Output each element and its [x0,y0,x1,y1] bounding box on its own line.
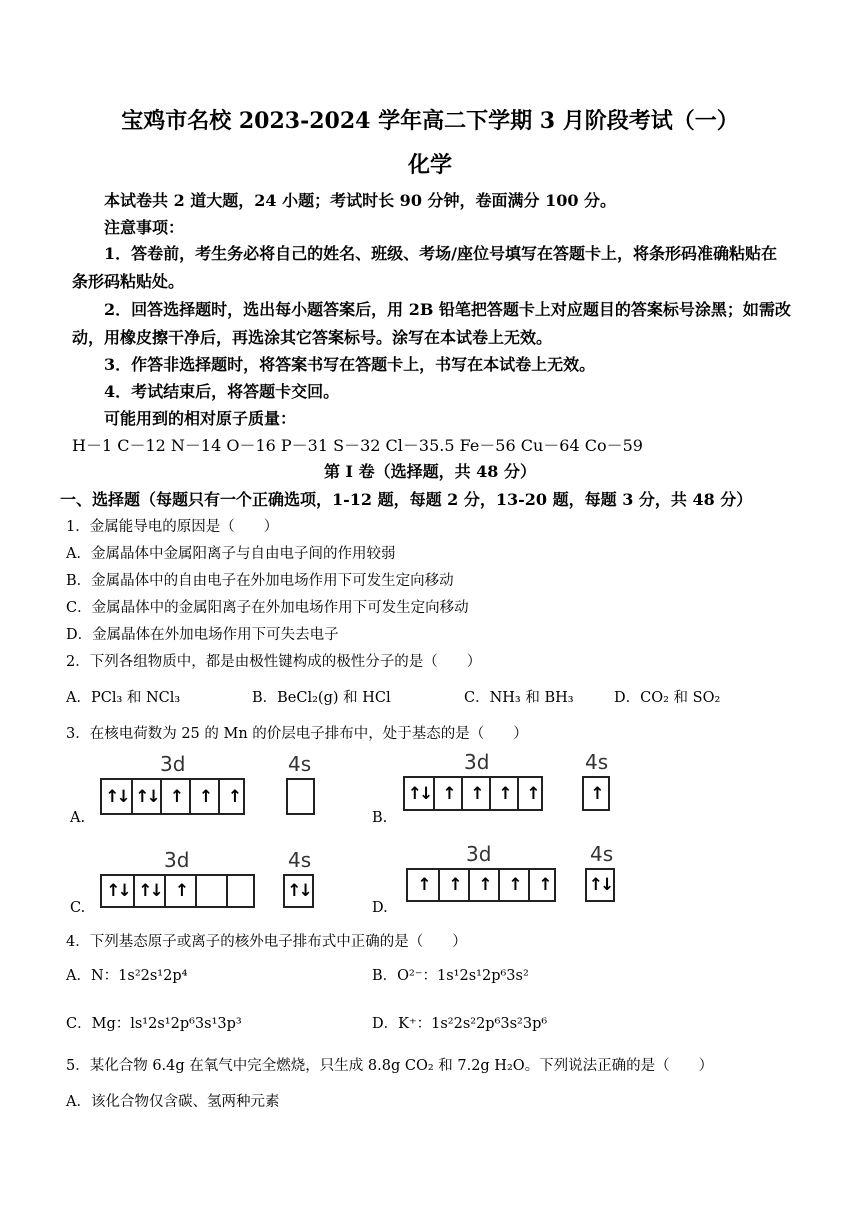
orbital-3d-cell: ↑ [160,780,189,813]
volume-heading: 第 I 卷（选择题，共 48 分） [323,462,537,481]
q5-option-a: A．该化合物仅含碳、氢两种元素 [66,1094,280,1110]
notice-item-1: 1．答卷前，考生务必将自己的姓名、班级、考场/座位号填写在答题卡上，将条形码准确粘贴在条形码粘贴处。 [72,244,777,291]
orbital-3d-cell: ↑↓ [105,786,128,807]
exam-summary: 本试卷共 2 道大题，24 小题；考试时长 90 分钟，卷面满分 100 分。 [104,191,617,210]
q1-option-d: D．金属晶体在外加电场作用下可失去电子 [66,627,339,643]
q3-option-letter: D. [372,900,388,916]
q1-option-c: C．金属晶体中的金属阳离子在外加电场作用下可发生定向移动 [66,600,469,616]
orbital-3d-cell: ↑ [189,780,218,813]
orbital-3d-cell: ↑↓ [133,876,164,906]
q4-option-b: B．O²⁻：1s¹2s¹2p⁶3s² [372,968,529,984]
orbital-4s-box [286,778,315,815]
orbital-3d-label: 3d [160,752,186,776]
section-heading: 一、选择题（每题只有一个正确选项，1-12 题，每题 2 分，13-20 题，每题 3 分，共 48 分） [60,490,753,509]
orbital-3d-cell: ↑↓ [407,783,431,804]
orbital-4s-label: 4s [288,848,312,872]
q1-stem: 1．金属能导电的原因是（ ） [66,519,279,535]
orbital-3d-cell: ↑ [517,778,545,809]
orbital-3d-cell: ↑ [164,876,195,906]
q3-stem: 3．在核电荷数为 25 的 Mn 的价层电子排布中，处于基态的是（ ） [66,726,528,742]
orbital-4s-label: 4s [288,752,312,776]
orbital-3d-cell [195,876,226,906]
orbital-3d-box [100,778,245,815]
q2-option-b: B．BeCl₂(g) 和 HCl [252,690,391,706]
orbital-3d-cell: ↑↓ [131,780,160,813]
q2-option-d: D．CO₂ 和 SO₂ [614,690,721,706]
exam-title: 宝鸡市名校 2023-2024 学年高二下学期 3 月阶段考试（一） [121,108,739,134]
q1-option-a: A．金属晶体中金属阳离子与自由电子间的作用较弱 [66,546,396,562]
q4-option-d: D．K⁺：1s²2s²2p⁶3s²3p⁶ [372,1016,548,1032]
q3-option-letter: B. [372,810,388,826]
orbital-3d-label: 3d [466,842,492,866]
orbital-3d-box [406,868,556,902]
orbital-3d-box [403,776,543,811]
orbital-3d-cell: ↑ [218,780,247,813]
orbital-3d-cell: ↑ [438,870,468,900]
orbital-4s-label: 4s [585,750,609,774]
orbital-4s-box [585,868,615,902]
orbital-3d-cell: ↑ [461,778,489,809]
orbital-3d-cell: ↑ [468,870,498,900]
q5-stem: 5．某化合物 6.4g 在氧气中完全燃烧，只生成 8.8g CO₂ 和 7.2g H₂O。下列说法正确的是（ ） [66,1058,714,1074]
orbital-4s-cell: ↑ [590,783,602,804]
orbital-3d-cell: ↑ [489,778,517,809]
q4-stem: 4．下列基态原子或离子的核外电子排布式中正确的是（ ） [66,934,467,950]
q2-option-a: A．PCl₃ 和 NCl₃ [66,690,181,706]
q4-option-c: C．Mg：ls¹2s¹2p⁶3s¹3p³ [66,1016,242,1032]
q1-option-b: B．金属晶体中的自由电子在外加电场作用下可发生定向移动 [66,573,454,589]
orbital-4s-box [283,874,314,908]
atomic-mass-list: H－1 C－12 N－14 O－16 P－31 S－32 Cl－35.5 Fe－56 Cu－64 Co－59 [72,436,643,455]
orbital-4s-cell: ↑↓ [588,875,612,895]
orbital-4s-cell [288,780,313,813]
orbital-3d-label: 3d [464,750,490,774]
notice-heading: 注意事项： [104,218,185,237]
notice-item-4: 4．考试结束后，将答题卡交回。 [104,382,340,401]
notice-item-2: 2．回答选择题时，选出每小题答案后，用 2B 铅笔把答题卡上对应题目的答案标号涂黑；如需改动，用橡皮擦干净后，再选涂其它答案标号。涂写在本试卷上无效。 [72,300,791,347]
orbital-3d-cell [226,876,257,906]
orbital-3d-cell: ↑↓ [106,881,129,901]
orbital-4s-label: 4s [590,842,614,866]
notice-item-3: 3．作答非选择题时，将答案书写在答题卡上，书写在本试卷上无效。 [104,355,596,374]
orbital-3d-cell: ↑ [417,875,429,895]
q2-stem: 2．下列各组物质中，都是由极性键构成的极性分子的是（ ） [66,654,482,670]
orbital-3d-box [100,874,255,908]
orbital-4s-cell: ↑↓ [287,881,310,901]
orbital-3d-cell: ↑ [528,870,558,900]
q3-option-letter: C. [70,900,86,916]
orbital-3d-cell: ↑ [498,870,528,900]
atomic-mass-heading: 可能用到的相对原子质量： [104,409,297,428]
orbital-4s-box [582,776,610,811]
orbital-3d-cell: ↑ [433,778,461,809]
subject-title: 化学 [407,152,452,178]
q3-option-letter: A. [70,810,86,826]
q2-option-c: C．NH₃ 和 BH₃ [464,690,574,706]
q4-option-a: A．N：1s²2s¹2p⁴ [66,968,188,984]
orbital-3d-label: 3d [164,848,190,872]
